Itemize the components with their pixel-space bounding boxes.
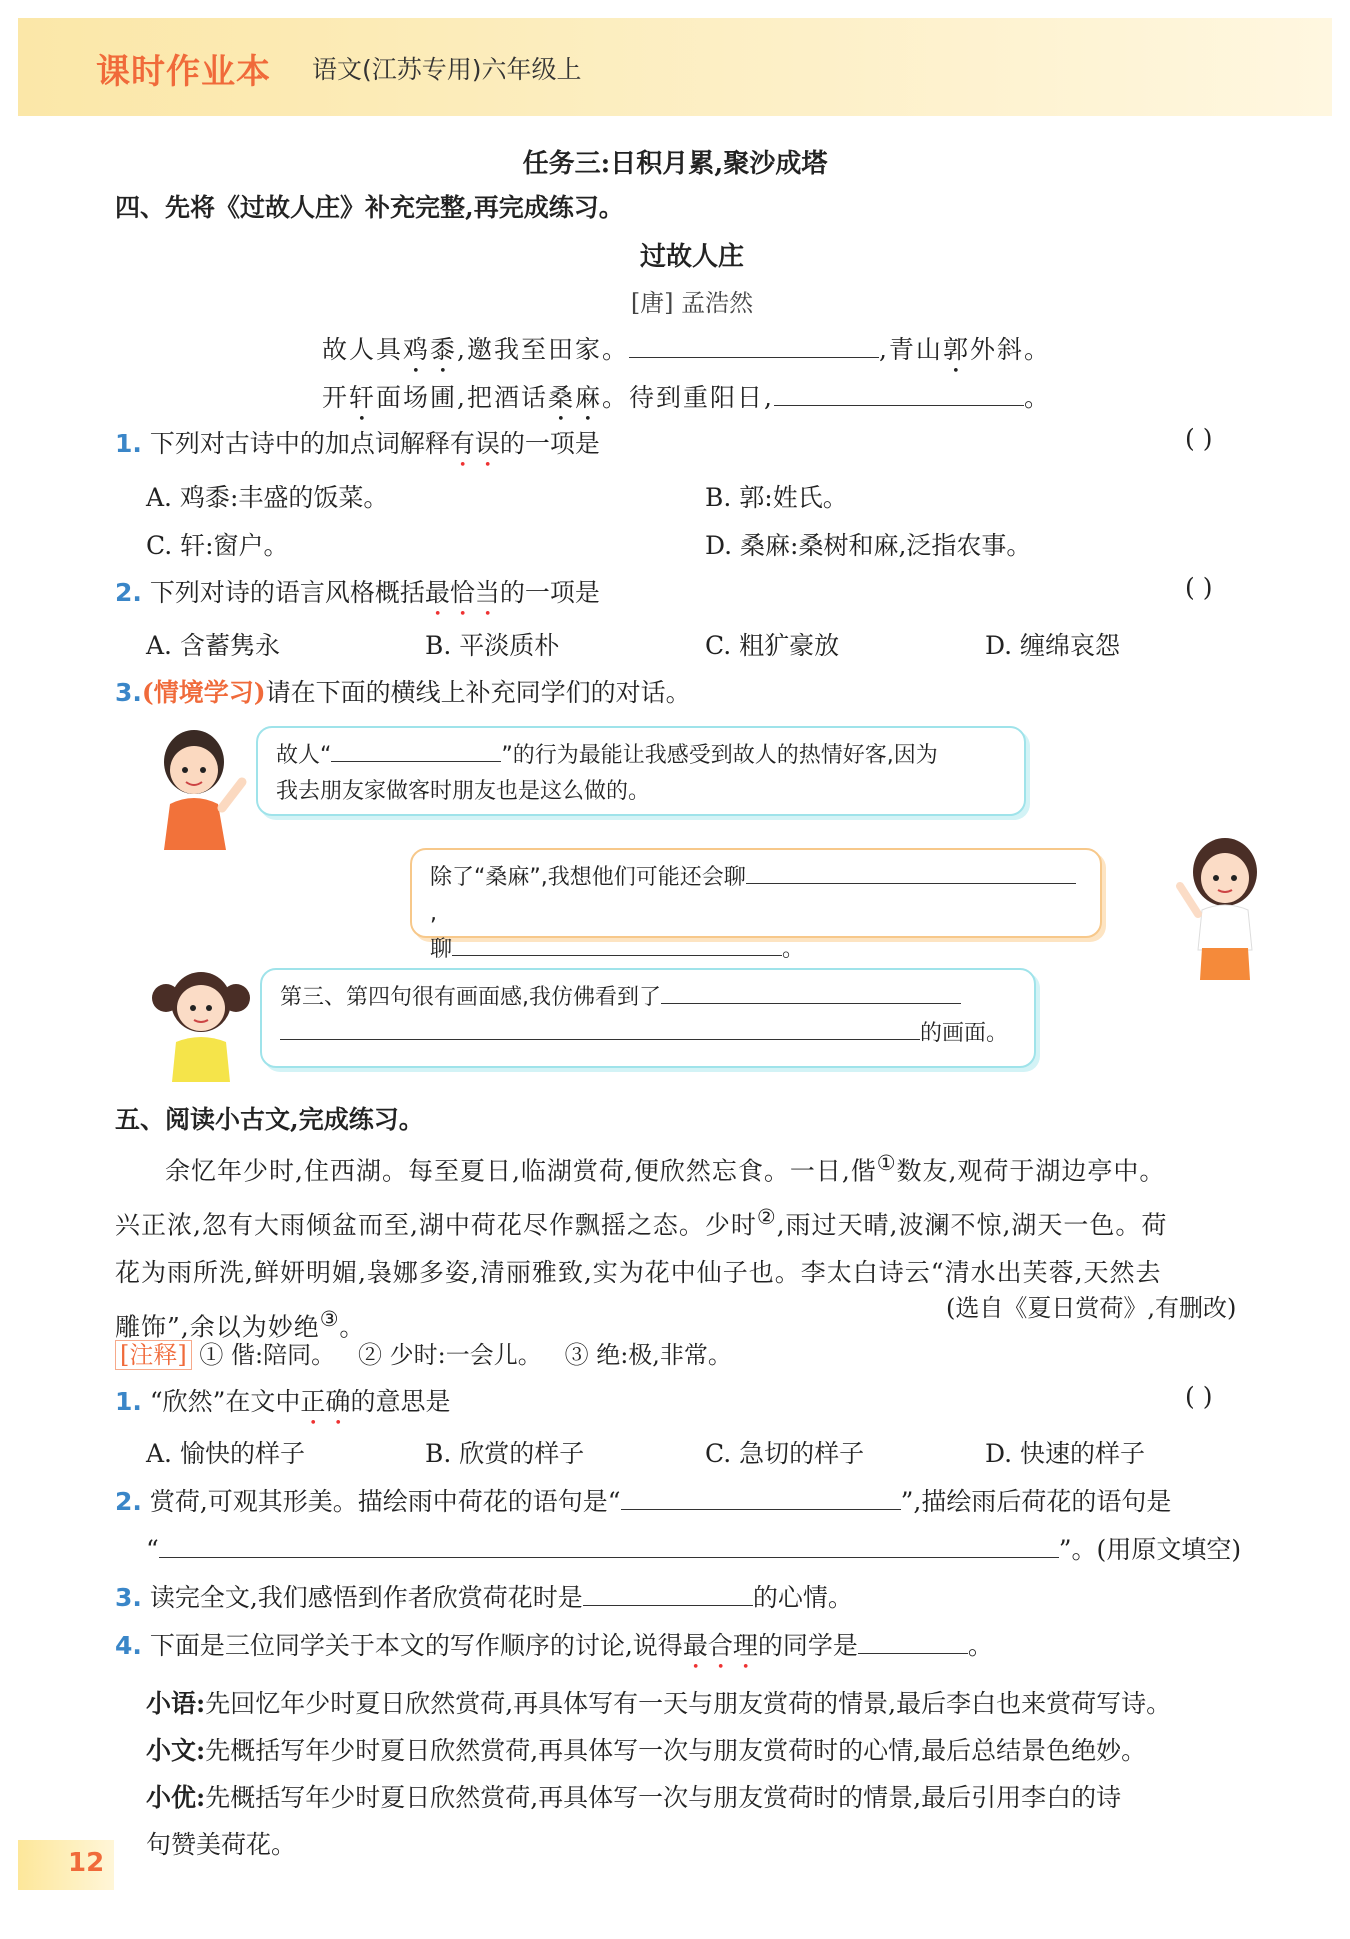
blank-line[interactable] (583, 1579, 753, 1606)
task-title: 任务三:日积月累,聚沙成塔 (522, 149, 828, 179)
passage-text: 花为雨所洗,鲜妍明媚,袅娜多姿,清丽雅致,实为花中仙子也。李太白诗云“清水出芙蓉,天然去 (115, 1257, 1162, 1287)
answer-paren[interactable]: ( ) (1185, 573, 1213, 602)
footnote-mark: ③ (319, 1306, 340, 1331)
passage-source: (选自《夏日赏荷》,有删改) (946, 1294, 1237, 1322)
student-text: 先概括写年少时夏日欣然赏荷,再具体写一次与朋友赏荷时的情景,最后引用李白的诗 (205, 1783, 1122, 1812)
answer-paren[interactable]: ( ) (1185, 1382, 1213, 1411)
dotted-word: 正确 (300, 1387, 351, 1416)
blank-line[interactable] (661, 981, 961, 1004)
option-d: D. 缠绵哀怨 (985, 631, 1121, 660)
option-b: B. 平淡质朴 (425, 631, 560, 660)
bubble-text: 第三、第四句很有画面感,我仿佛看到了 (280, 985, 661, 1010)
student-opinion (146, 1727, 1171, 1774)
bubble-text: 的画面。 (920, 1021, 1009, 1046)
passage-text: 数友,观荷于湖边亭中。 (896, 1156, 1166, 1186)
s5-question-2-cont (146, 1530, 1241, 1566)
question-text: 的同学是 (757, 1631, 858, 1660)
answer-paren[interactable]: ( ) (1185, 424, 1213, 453)
poem-line-2 (322, 378, 1051, 427)
brand-title: 课时作业本 (96, 52, 271, 92)
poem-text: ,青山 (878, 335, 943, 364)
question-number: 2. (115, 578, 142, 607)
question-text: 请在下面的横线上补充同学们的对话。 (265, 678, 691, 707)
option-a: A. 含蓄隽永 (146, 631, 280, 660)
bubble-text: ”的行为最能让我感受到故人的热情好客,因为 (501, 743, 938, 768)
notes-tag: [注释] (115, 1340, 192, 1370)
question-text: “ (146, 1535, 159, 1564)
question-text: ”,描绘雨后荷花的语句是 (900, 1487, 1172, 1516)
s5-question-2 (115, 1482, 1171, 1518)
question-text: 的一项是 (499, 578, 600, 607)
question-text: 。 (967, 1631, 993, 1660)
option-c: C. 粗犷豪放 (705, 631, 840, 660)
option-a: A. 鸡黍:丰盛的饭菜。 (146, 483, 389, 512)
student-text: 先回忆年少时夏日欣然赏荷,再具体写有一天与朋友赏荷的情景,最后李白也来赏荷写诗。 (205, 1689, 1172, 1718)
blank-line[interactable] (746, 861, 1076, 884)
poem-text: 面场圃,把酒话 (376, 383, 548, 412)
blank-line[interactable] (621, 1483, 901, 1510)
dotted-word: 最合理 (682, 1631, 758, 1660)
option-d: D. 快速的样子 (985, 1439, 1146, 1468)
student-opinions (146, 1680, 1171, 1868)
speech-bubble-3 (260, 968, 1036, 1068)
question-text: “欣然”在文中 (149, 1387, 301, 1416)
bubble-text: 除了“桑麻”,我想他们可能还会聊 (430, 865, 746, 890)
question-number: 4. (115, 1631, 142, 1660)
s4-question-2 (115, 573, 600, 622)
poem-text: 。 (1023, 383, 1051, 412)
speech-bubble-1 (256, 726, 1026, 816)
poem-text: 外斜。 (969, 335, 1051, 364)
dotted-word: 鸡黍 (403, 335, 458, 364)
question-text: 的心情。 (752, 1583, 853, 1612)
girl-avatar-icon (1170, 830, 1280, 980)
s5-question-3 (115, 1578, 853, 1614)
question-text: 赏荷,可观其形美。描绘雨中荷花的语句是“ (149, 1487, 621, 1516)
student-name: 小文: (146, 1736, 206, 1765)
notes (115, 1335, 732, 1370)
dotted-word: 桑麻 (547, 383, 602, 412)
bubble-text: , (430, 901, 437, 926)
question-number: 3. (115, 678, 142, 707)
option-d: D. 桑麻:桑树和麻,泛指农事。 (705, 531, 1032, 560)
poem-text: ,邀我至田家。 (457, 335, 629, 364)
s4-question-3 (115, 673, 691, 709)
speech-bubble-2 (410, 848, 1102, 962)
poem-title: 过故人庄 (639, 242, 744, 272)
poem-text: 开 (322, 383, 350, 412)
student-text: 先概括写年少时夏日欣然赏荷,再具体写一次与朋友赏荷时的心情,最后总结景色绝妙。 (205, 1736, 1147, 1765)
bubble-text: 我去朋友家做客时朋友也是这么做的。 (276, 779, 651, 804)
bubble-text: 聊 (430, 937, 453, 962)
question-text: 的意思是 (350, 1387, 451, 1416)
question-text: 的一项是 (499, 429, 600, 458)
option-b: B. 郭:姓氏。 (705, 483, 848, 512)
question-text: 下列对诗的语言风格概括 (149, 578, 425, 607)
blank-line[interactable] (858, 1627, 968, 1654)
student-text: 句赞美荷花。 (146, 1830, 297, 1859)
dotted-word: 郭 (942, 335, 970, 364)
poem-line-1 (322, 330, 1051, 379)
blank-line[interactable] (452, 933, 782, 956)
s5-question-1 (115, 1382, 450, 1431)
notes-text: ① 偕:陪同。 ② 少时:一会儿。 ③ 绝:极,非常。 (199, 1341, 732, 1369)
dotted-word: 有误 (449, 429, 500, 458)
question-text: 下列对古诗中的加点词解释 (149, 429, 450, 458)
question-text: 下面是三位同学关于本文的写作顺序的讨论,说得 (149, 1631, 683, 1660)
question-text: 读完全文,我们感悟到作者欣赏荷花时是 (149, 1583, 583, 1612)
dotted-word: 最恰当 (424, 578, 500, 607)
student-opinion (146, 1774, 1171, 1821)
s5-question-4 (115, 1626, 993, 1675)
option-c: C. 急切的样子 (705, 1439, 865, 1468)
passage-text: ,雨过天晴,波澜不惊,湖天一色。荷 (776, 1210, 1168, 1240)
student-opinion (146, 1680, 1171, 1727)
passage-text: 余忆年少时,住西湖。每至夏日,临湖赏荷,便欣然忘食。一日,偕 (165, 1156, 877, 1186)
blank-line[interactable] (774, 379, 1024, 406)
section4-heading: 四、先将《过故人庄》补充完整,再完成练习。 (115, 193, 624, 222)
footnote-mark: ② (756, 1205, 777, 1230)
question-text: ”。(用原文填空) (1058, 1535, 1242, 1564)
question-number: 1. (115, 1387, 142, 1416)
footnote-mark: ① (876, 1151, 897, 1175)
blank-line[interactable] (629, 331, 879, 358)
girl-pigtails-avatar-icon (148, 962, 258, 1082)
option-a: A. 愉快的样子 (146, 1439, 305, 1468)
passage-text: 。 (339, 1311, 366, 1341)
poem-author: [唐] 孟浩然 (630, 289, 754, 317)
blank-line[interactable] (159, 1531, 1059, 1558)
option-c: C. 轩:窗户。 (146, 531, 289, 560)
student-name: 小语: (146, 1689, 206, 1718)
s4-question-1 (115, 424, 600, 473)
boy-avatar-icon (142, 722, 252, 850)
context-tag: (情境学习) (141, 678, 266, 707)
passage-text: 雕饰”,余以为妙绝 (115, 1311, 320, 1341)
option-b: B. 欣赏的样子 (425, 1439, 585, 1468)
bubble-text: 。 (782, 937, 805, 962)
passage-text: 兴正浓,忽有大雨倾盆而至,湖中荷花尽作飘摇之态。少时 (115, 1210, 757, 1240)
blank-line[interactable] (280, 1017, 920, 1040)
page-number-tab (18, 1840, 114, 1890)
page-number: 12 (68, 1848, 105, 1878)
poem-text: 。待到重阳日, (602, 383, 774, 412)
section5-heading: 五、阅读小古文,完成练习。 (115, 1105, 424, 1134)
question-number: 1. (115, 429, 142, 458)
question-number: 3. (115, 1583, 142, 1612)
book-subject: 语文(江苏专用)六年级上 (312, 55, 582, 84)
blank-line[interactable] (331, 739, 501, 762)
dotted-word: 轩 (349, 383, 377, 412)
bubble-text: 故人“ (276, 743, 332, 768)
poem-text: 故人具 (322, 335, 404, 364)
question-number: 2. (115, 1487, 142, 1516)
student-name: 小优: (146, 1783, 206, 1812)
